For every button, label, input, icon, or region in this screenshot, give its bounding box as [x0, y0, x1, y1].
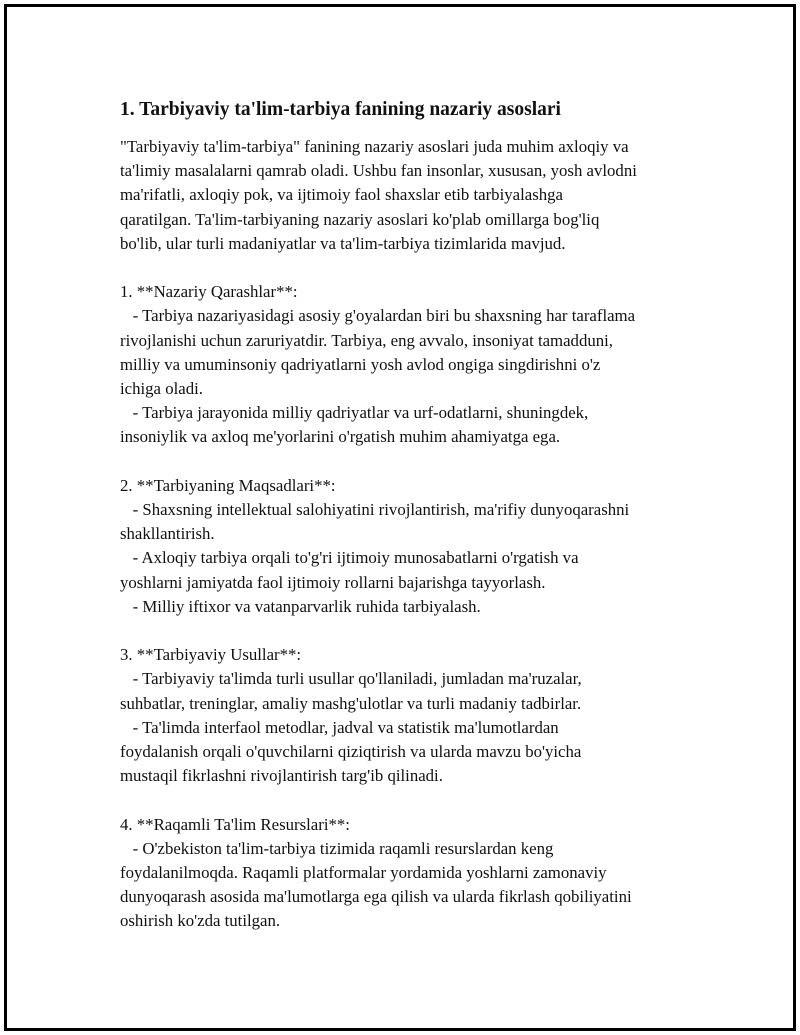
section-heading-1: 1. **Nazariy Qarashlar**:	[120, 282, 298, 302]
section-body-3: - Tarbiyaviy ta'limda turli usullar qo'llaniladi, jumladan ma'ruzalar, suhbatlar, treninglar, amaliy mashg'ulotlar va turli madaniy tadbirlar. - Ta'limda interfaol metodlar, jadval va statistik ma'lumotlardan foydalanish orqali o'quvchilarni qiziqtirish va ularda mavzu bo'yicha mustaqil fikrlashni rivojlantirish targ'ib qilinadi.	[120, 669, 582, 786]
document-content	[120, 97, 720, 934]
paragraph-gap	[120, 256, 720, 280]
section-body-2: - Shaxsning intellektual salohiyatini rivojlantirish, ma'rifiy dunyoqarashni shakllantirish. - Axloqiy tarbiya orqali to'g'ri ijtimoiy munosabatlarni o'rgatish va yoshlarni jamiyatda faol ijtimoiy rollarni bajarishga tayyorlash. - Milliy iftixor va vatanparvarlik ruhida tarbiyalash.	[120, 500, 630, 616]
section-heading-2: 2. **Tarbiyaning Maqsadlari**:	[120, 475, 336, 495]
paragraph-gap	[120, 619, 720, 643]
section-body-4: - O'zbekiston ta'lim-tarbiya tizimida raqamli resurslardan keng foydalanilmoqda. Raqamli platformalar yordamida yoshlarni zamonaviy dunyoqarash asosida ma'lumotlarga ega qilish va ularda fikrlash qobiliyatini oshirish ko'zda tutilgan.	[120, 838, 632, 931]
intro-paragraph: "Tarbiyaviy ta'lim-tarbiya" fanining nazariy asoslari juda muhim axloqiy va ta'limiy masalalarni qamrab oladi. Ushbu fan insonlar, xususan, yosh avlodni ma'rifatli, axloqiy pok, va ijtimoiy faol shaxslar etib tarbiyalashga qaratilgan. Ta'lim-tarbiyaning nazariy asoslari ko'plab omillarga bog'liq bo'lib, ular turli madaniyatlar va ta'lim-tarbiya tizimlarida mavjud.	[120, 137, 637, 253]
document-page	[4, 4, 796, 1031]
section-body-1: - Tarbiya nazariyasidagi asosiy g'oyalardan biri bu shaxsning har taraflama rivojlanishi uchun zaruriyatdir. Tarbiya, eng avvalo, insoniyat tamadduni, milliy va umuminsoniy qadriyatlarni yosh avlod ongiga singdirishni o'z ichiga oladi. - Tarbiya jarayonida milliy qadriyatlar va urf-odatlarni, shuningdek, insoniylik va axloq me'yorlarini o'rgatish muhim ahamiyatga ega.	[120, 306, 636, 447]
document-title: 1. Tarbiyaviy ta'lim-tarbiya fanining nazariy asoslari	[120, 99, 561, 120]
section-heading-3: 3. **Tarbiyaviy Usullar**:	[120, 645, 302, 665]
section-heading-4: 4. **Raqamli Ta'lim Resurslari**:	[120, 814, 350, 834]
paragraph-gap	[120, 788, 720, 812]
paragraph-gap	[120, 450, 720, 474]
